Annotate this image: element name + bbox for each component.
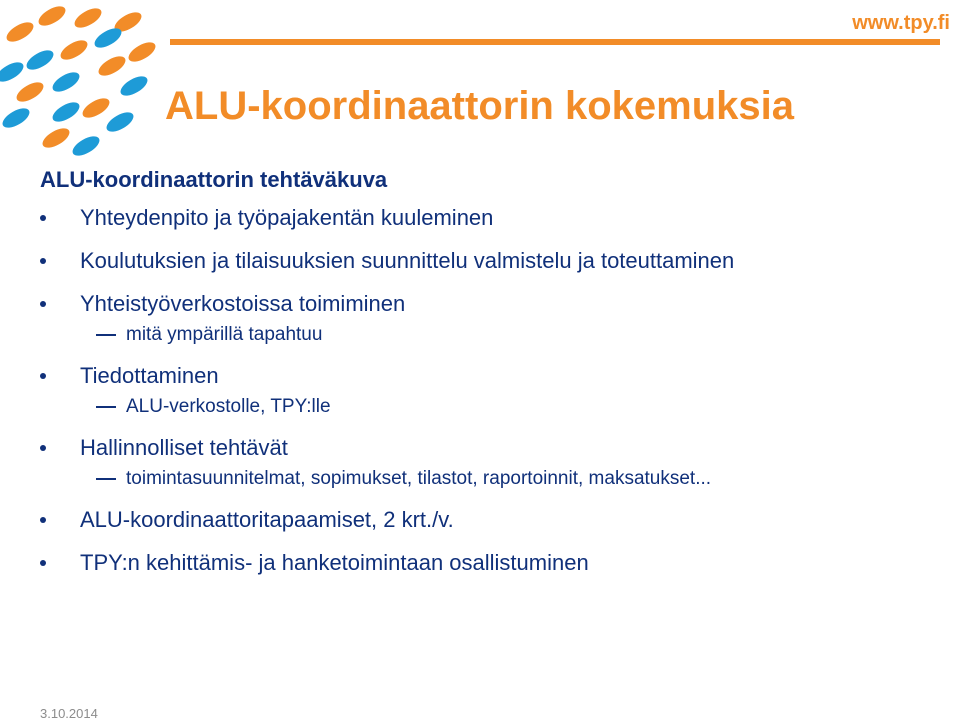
sub-list-item-text: toimintasuunnitelmat, sopimukset, tilastot, raportoinnit, maksatukset... bbox=[126, 468, 712, 489]
slide-content bbox=[40, 167, 940, 593]
bullet-icon bbox=[40, 517, 46, 523]
bullet-list bbox=[40, 205, 940, 576]
dash-icon bbox=[96, 406, 116, 408]
list-item-text: Hallinnolliset tehtävät bbox=[80, 435, 288, 460]
list-item bbox=[40, 205, 940, 231]
bullet-icon bbox=[40, 373, 46, 379]
dash-icon bbox=[96, 478, 116, 480]
list-item-text: TPY:n kehittämis- ja hanketoimintaan osallistuminen bbox=[80, 550, 589, 575]
list-item-text: Yhteistyöverkostoissa toimiminen bbox=[80, 291, 406, 316]
bullet-icon bbox=[40, 301, 46, 307]
bullet-icon bbox=[40, 445, 46, 451]
slide-date: 3.10.2014 bbox=[40, 706, 98, 721]
site-url: www.tpy.fi bbox=[852, 12, 950, 34]
header-accent-bar bbox=[170, 39, 940, 45]
slide-title: ALU-koordinaattorin kokemuksia bbox=[165, 84, 795, 128]
bullet-icon bbox=[40, 560, 46, 566]
sub-list-item bbox=[80, 324, 940, 346]
sub-list-item bbox=[80, 468, 940, 490]
list-item bbox=[40, 435, 940, 490]
list-item-text: Tiedottaminen bbox=[80, 363, 219, 388]
dash-icon bbox=[96, 334, 116, 336]
sub-list-item-text: mitä ympärillä tapahtuu bbox=[126, 324, 323, 345]
sub-list bbox=[80, 468, 940, 490]
list-item-text: Yhteydenpito ja työpajakentän kuuleminen bbox=[80, 205, 494, 230]
list-item bbox=[40, 550, 940, 576]
list-item-text: Koulutuksien ja tilaisuuksien suunnittelu valmistelu ja toteuttaminen bbox=[80, 248, 735, 273]
sub-list-item-text: ALU-verkostolle, TPY:lle bbox=[126, 396, 331, 417]
sub-list bbox=[80, 396, 940, 418]
list-item bbox=[40, 507, 940, 533]
bullet-icon bbox=[40, 258, 46, 264]
list-item bbox=[40, 363, 940, 418]
list-item bbox=[40, 291, 940, 346]
sub-list bbox=[80, 324, 940, 346]
bullet-icon bbox=[40, 215, 46, 221]
section-heading: ALU-koordinaattorin tehtäväkuva bbox=[40, 167, 388, 192]
sub-list-item bbox=[80, 396, 940, 418]
list-item-text: ALU-koordinaattoritapaamiset, 2 krt./v. bbox=[80, 507, 454, 532]
logo-dots-graphic bbox=[0, 0, 175, 160]
list-item bbox=[40, 248, 940, 274]
